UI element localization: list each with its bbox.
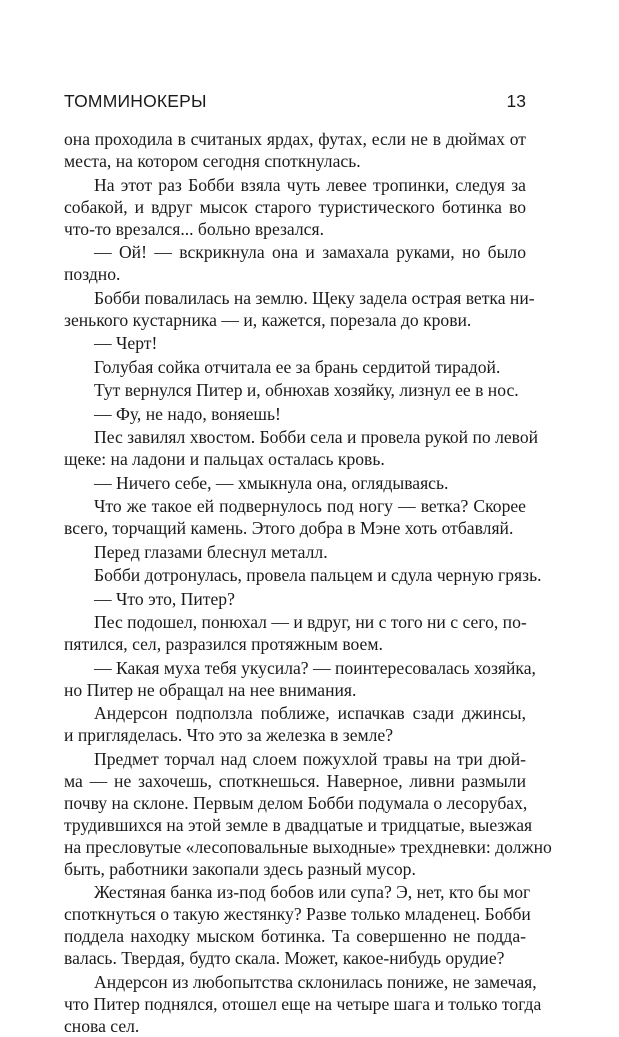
text-line: но Питер не обращал на нее внимания. <box>64 679 357 700</box>
text-line: — Фу, не надо, воняешь! <box>94 403 281 424</box>
text-line: Голубая сойка отчитала ее за брань сердитой тирадой. <box>94 356 501 377</box>
text-line: споткнуться о такую жестянку? Разве только младенец. Бобби <box>64 904 531 924</box>
text-line: быть, работники закопали здесь разный мусор. <box>64 858 416 879</box>
text-line: Бобби повалилась на землю. Щеку задела острая ветка ни- <box>94 287 535 308</box>
text-line: — Какая муха тебя укусила? — поинтересовалась хозяйка, <box>94 657 536 678</box>
text-line: зенького кустарника — и, кажется, порезала до крови. <box>64 309 472 330</box>
text-line: Пес подошел, понюхал — и вдруг, ни с того ни с сего, по- <box>94 612 527 632</box>
text-line: трудившихся на этой земле в двадцатые и тридцатые, выезжая <box>64 814 533 835</box>
text-line: щеке: на ладони и пальцах осталась кровь. <box>64 449 385 469</box>
text-line: валась. Твердая, будто скала. Может, какое-нибудь орудие? <box>64 948 505 968</box>
text-line: Жестяная банка из-под бобов или супа? Э, нет, кто бы мог <box>94 882 531 902</box>
text-line: места, на котором сегодня споткнулась. <box>64 151 361 171</box>
page-header <box>64 91 526 117</box>
page-number: 13 <box>506 91 526 111</box>
text-line: На этот раз Бобби взяла чуть левее тропинки, следуя за <box>94 174 526 195</box>
text-line: и пригляделась. Что это за железка в земле? <box>64 725 394 745</box>
text-line: Что же такое ей подвернулось под ногу — ветка? Скорее <box>94 496 526 516</box>
text-line: на пресловутые «лесоповальные выходные» трехдневки: должно <box>64 836 552 857</box>
text-line: — Черт! <box>94 333 158 353</box>
text-line: Перед глазами блеснул металл. <box>94 541 328 562</box>
text-line: поздно. <box>64 264 121 284</box>
text-line: поддела находку мыском ботинка. Та совершенно не подда- <box>64 926 526 946</box>
text-line: Пес завилял хвостом. Бобби села и провела рукой по левой <box>94 427 539 447</box>
text-line: Тут вернулся Питер и, обнюхав хозяйку, лизнул ее в нос. <box>94 380 519 400</box>
text-line: всего, торчащий камень. Этого добра в Мэне хоть отбавляй. <box>64 518 514 538</box>
text-line: почву на склоне. Первым делом Бобби подумала о лесорубах, <box>64 792 528 813</box>
text-line: собакой, и вдруг мысок старого туристического ботинка во <box>64 196 526 217</box>
text-line: — Ничего себе, — хмыкнула она, оглядываясь. <box>94 472 449 493</box>
running-title: ТОММИНОКЕРЫ <box>64 91 207 111</box>
text-line: Предмет торчал над слоем пожухлой травы на три дюй- <box>94 748 526 769</box>
text-line: она проходила в считаных ярдах, футах, если не в дюймах от <box>64 129 526 149</box>
text-line: — Что это, Питер? <box>94 588 235 609</box>
text-line: Андерсон подползла поближе, испачкав сзади джинсы, <box>94 703 526 723</box>
text-line: снова сел. <box>64 1015 140 1036</box>
text-line: ма — не захочешь, споткнешься. Наверное, ливни размыли <box>64 770 526 791</box>
text-line: пятился, сел, разразился протяжным воем. <box>64 634 383 654</box>
text-line: что-то врезался... больно врезался. <box>64 218 324 239</box>
text-line: Бобби дотронулась, провела пальцем и сдула черную грязь. <box>94 565 542 585</box>
text-line: что Питер поднялся, отошел еще на четыре шага и только тогда <box>64 993 542 1014</box>
text-line: Андерсон из любопытства склонилась пониже, не замечая, <box>94 971 537 992</box>
text-line: — Ой! — вскрикнула она и замахала руками, но было <box>94 242 526 262</box>
